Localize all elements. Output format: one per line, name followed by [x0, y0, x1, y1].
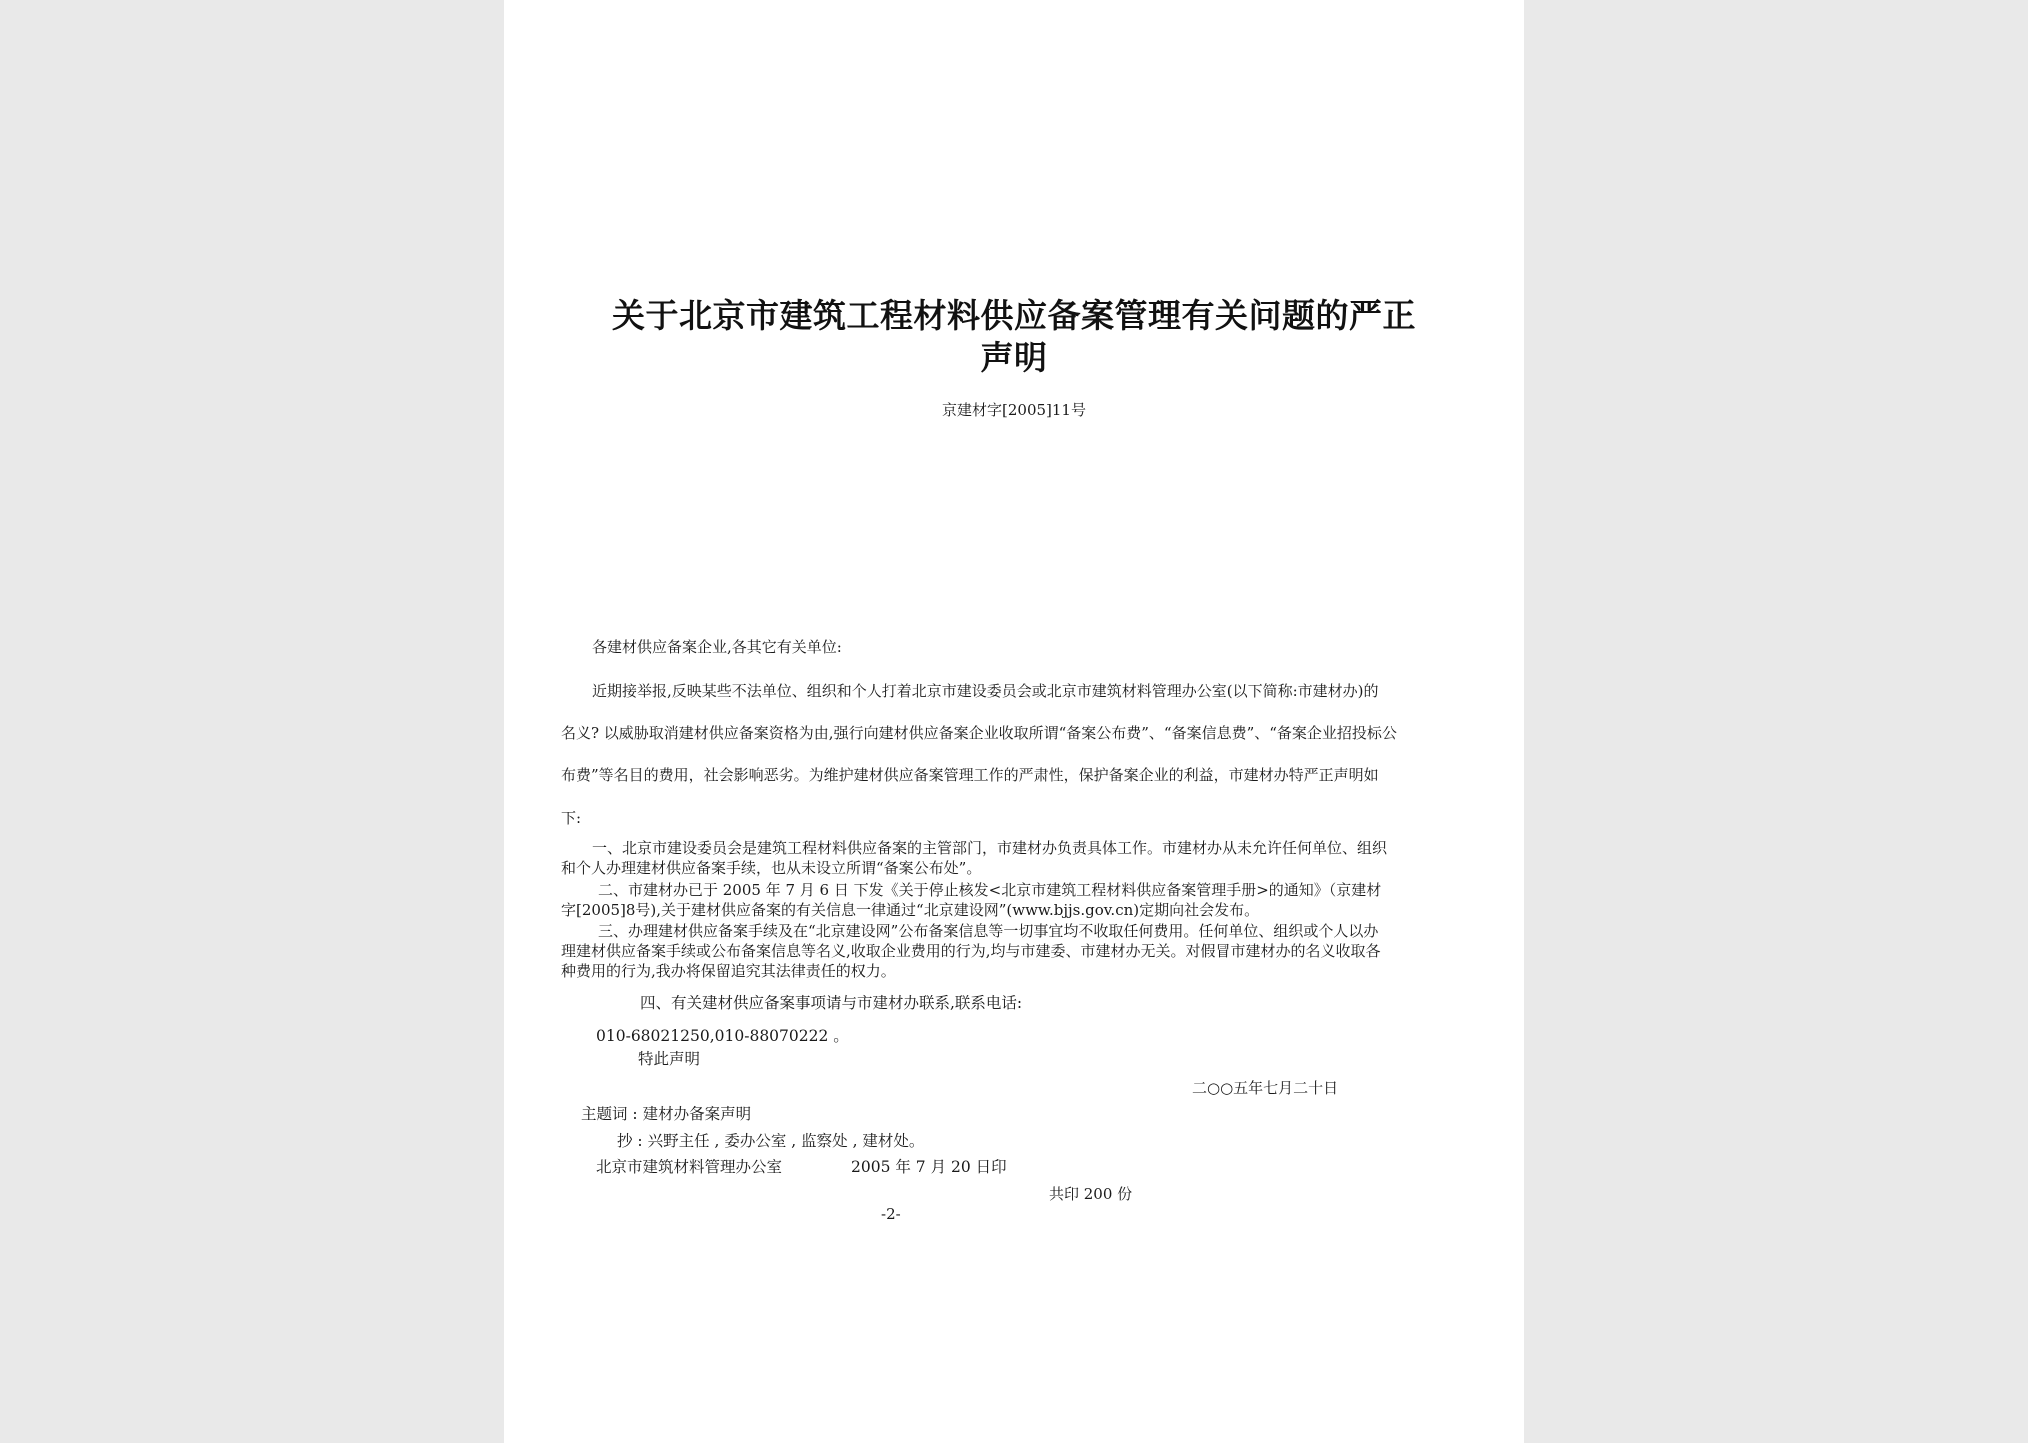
document-title-line-1: 关于北京市建筑工程材料供应备案管理有关问题的严正 — [612, 296, 1416, 335]
item-4-line: 四、有关建材供应备案事项请与市建材办联系,联系电话: — [640, 994, 1023, 1012]
issuer: 北京市建筑材料管理办公室 — [596, 1158, 783, 1176]
item-3-line-2: 理建材供应备案手续或公布备案信息等名义,收取企业费用的行为,均与市建委、市建材办无关。对假冒市建材办的名义收取各 — [561, 942, 1381, 960]
print-date: 2005 年 7 月 20 日印 — [851, 1158, 1007, 1176]
item-3-line-1: 三、办理建材供应备案手续及在“北京建设网”公布备案信息等一切事宜均不收取任何费用。任何单位、组织或个人以办 — [598, 922, 1379, 940]
item-2-line-2: 字[2005]8号),关于建材供应备案的有关信息一律通过“北京建设网”(www.bjjs.gov.cn)定期向社会发布。 — [561, 901, 1260, 919]
item-1-line-1: 一、北京市建设委员会是建筑工程材料供应备案的主管部门，市建材办负责具体工作。市建材办从未允许任何单位、组织 — [592, 839, 1388, 857]
item-2-line-1: 二、市建材办已于 2005 年 7 月 6 日 下发《关于停止核发<北京市建筑工程材料供应备案管理手册>的通知》（京建材 — [598, 881, 1382, 899]
item-3-line-3: 种费用的行为,我办将保留追究其法律责任的权力。 — [561, 962, 896, 980]
document-title-line-2: 声明 — [980, 338, 1048, 377]
intro-line-4: 下: — [561, 809, 582, 827]
intro-line-2: 名义? 以威胁取消建材供应备案资格为由,强行向建材供应备案企业收取所谓“备案公布费”、“备案信息费”、“备案企业招投标公 — [561, 724, 1397, 742]
subject-keywords: 主题词 : 建材办备案声明 — [581, 1105, 752, 1123]
item-1-line-2: 和个人办理建材供应备案手续，也从未设立所谓“备案公布处”。 — [561, 859, 982, 877]
cc-list: 抄 : 兴野主任 , 委办公室 , 监察处 , 建材处。 — [617, 1132, 925, 1150]
document-number: 京建材字[2005]11号 — [942, 401, 1086, 419]
issue-date: 二○○五年七月二十日 — [1192, 1079, 1339, 1097]
page-number: -2- — [881, 1205, 901, 1223]
hereby-declared: 特此声明 — [638, 1050, 701, 1068]
print-copies: 共印 200 份 — [1049, 1185, 1133, 1203]
intro-line-3: 布费”等名目的费用，社会影响恶劣。为维护建材供应备案管理工作的严肃性，保护备案企业的利益，市建材办特严正声明如 — [561, 766, 1379, 784]
intro-line-1: 近期接举报,反映某些不法单位、组织和个人打着北京市建设委员会或北京市建筑材料管理办公室(以下简称:市建材办)的 — [592, 682, 1379, 700]
salutation: 各建材供应备案企业,各其它有关单位: — [592, 638, 842, 656]
document-page — [504, 0, 1524, 1443]
contact-phone: 010-68021250,010-88070222 。 — [596, 1027, 849, 1045]
